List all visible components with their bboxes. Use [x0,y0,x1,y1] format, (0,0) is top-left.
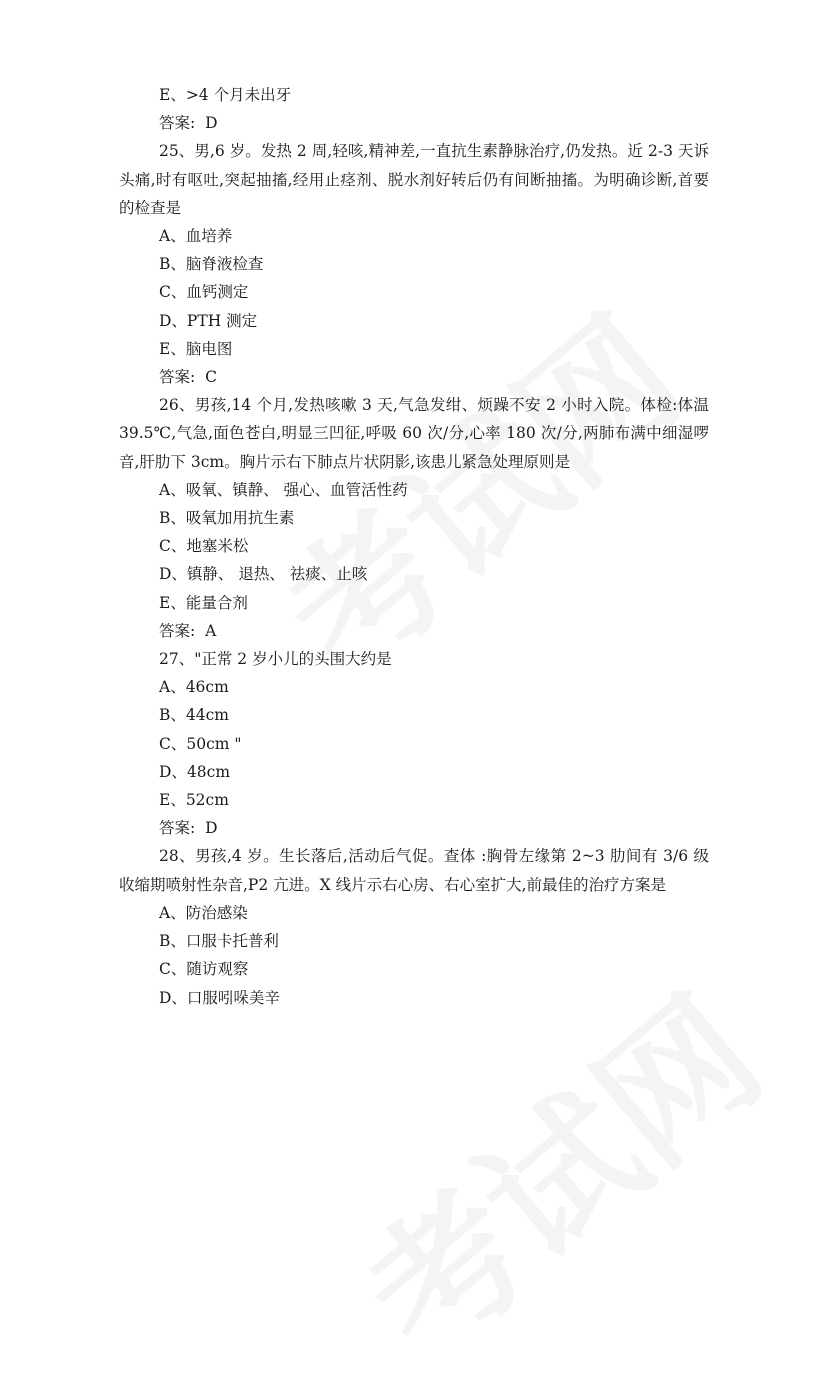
option-line: B、44cm [159,706,229,725]
answer-line: 答案: D [159,819,218,838]
question-stem: 25、男,6 岁。发热 2 周,轻咳,精神差,一直抗生素静脉治疗,仍发热。近 2-3 天诉头痛,时有呕吐,突起抽搐,经用止痉剂、脱水剂好转后仍有间断抽搐。为明确诊断,首要的检查是 [119,142,709,217]
answer-line: 答案: A [159,621,217,640]
option-line: C、随访观察 [159,960,249,979]
option-line: A、46cm [159,678,229,697]
option-line: D、48cm [159,762,231,781]
answer-line: 答案: D [159,114,218,133]
question-list [119,81,709,1012]
option-line: A、血培养 [159,227,233,246]
option-line: D、PTH 测定 [159,311,258,330]
option-line: A、防治感染 [159,903,248,922]
option-line: C、血钙测定 [159,283,249,302]
option-line: B、吸氧加用抗生素 [159,509,295,528]
option-line: B、口服卡托普利 [159,932,279,951]
question-stem: 26、男孩,14 个月,发热咳嗽 3 天,气急发绀、烦躁不安 2 小时入院。体检:体温 39.5℃,气急,面色苍白,明显三凹征,呼吸 60 次/分,心率 180 次/分,两肺布满中细湿啰音,肝肋下 3cm。胸片示右下肺点片状阴影,该患儿紧急处理原则是 [119,396,709,471]
question-stem: 28、男孩,4 岁。生长落后,活动后气促。查体 :胸骨左缘第 2~3 肋间有 3/6 级收缩期喷射性杂音,P2 亢进。X 线片示右心房、右心室扩大,前最佳的治疗方案是 [119,847,709,894]
option-line: A、吸氧、镇静、 强心、血管活性药 [159,480,408,499]
option-line: C、地塞米松 [159,537,249,556]
option-line: D、口服吲哚美辛 [159,988,280,1007]
option-line: E、>4 个月未出牙 [159,86,292,104]
option-line: E、52cm [159,791,229,810]
option-line: E、能量合剂 [159,593,248,612]
option-line: C、50cm " [159,734,242,753]
option-line: D、镇静、 退热、 祛痰、止咳 [159,565,368,584]
answer-line: 答案: C [159,368,217,387]
option-line: B、脑脊液检查 [159,255,264,274]
question-stem: 27、"正常 2 岁小儿的头围大约是 [159,650,392,669]
option-line: E、脑电图 [159,339,233,358]
